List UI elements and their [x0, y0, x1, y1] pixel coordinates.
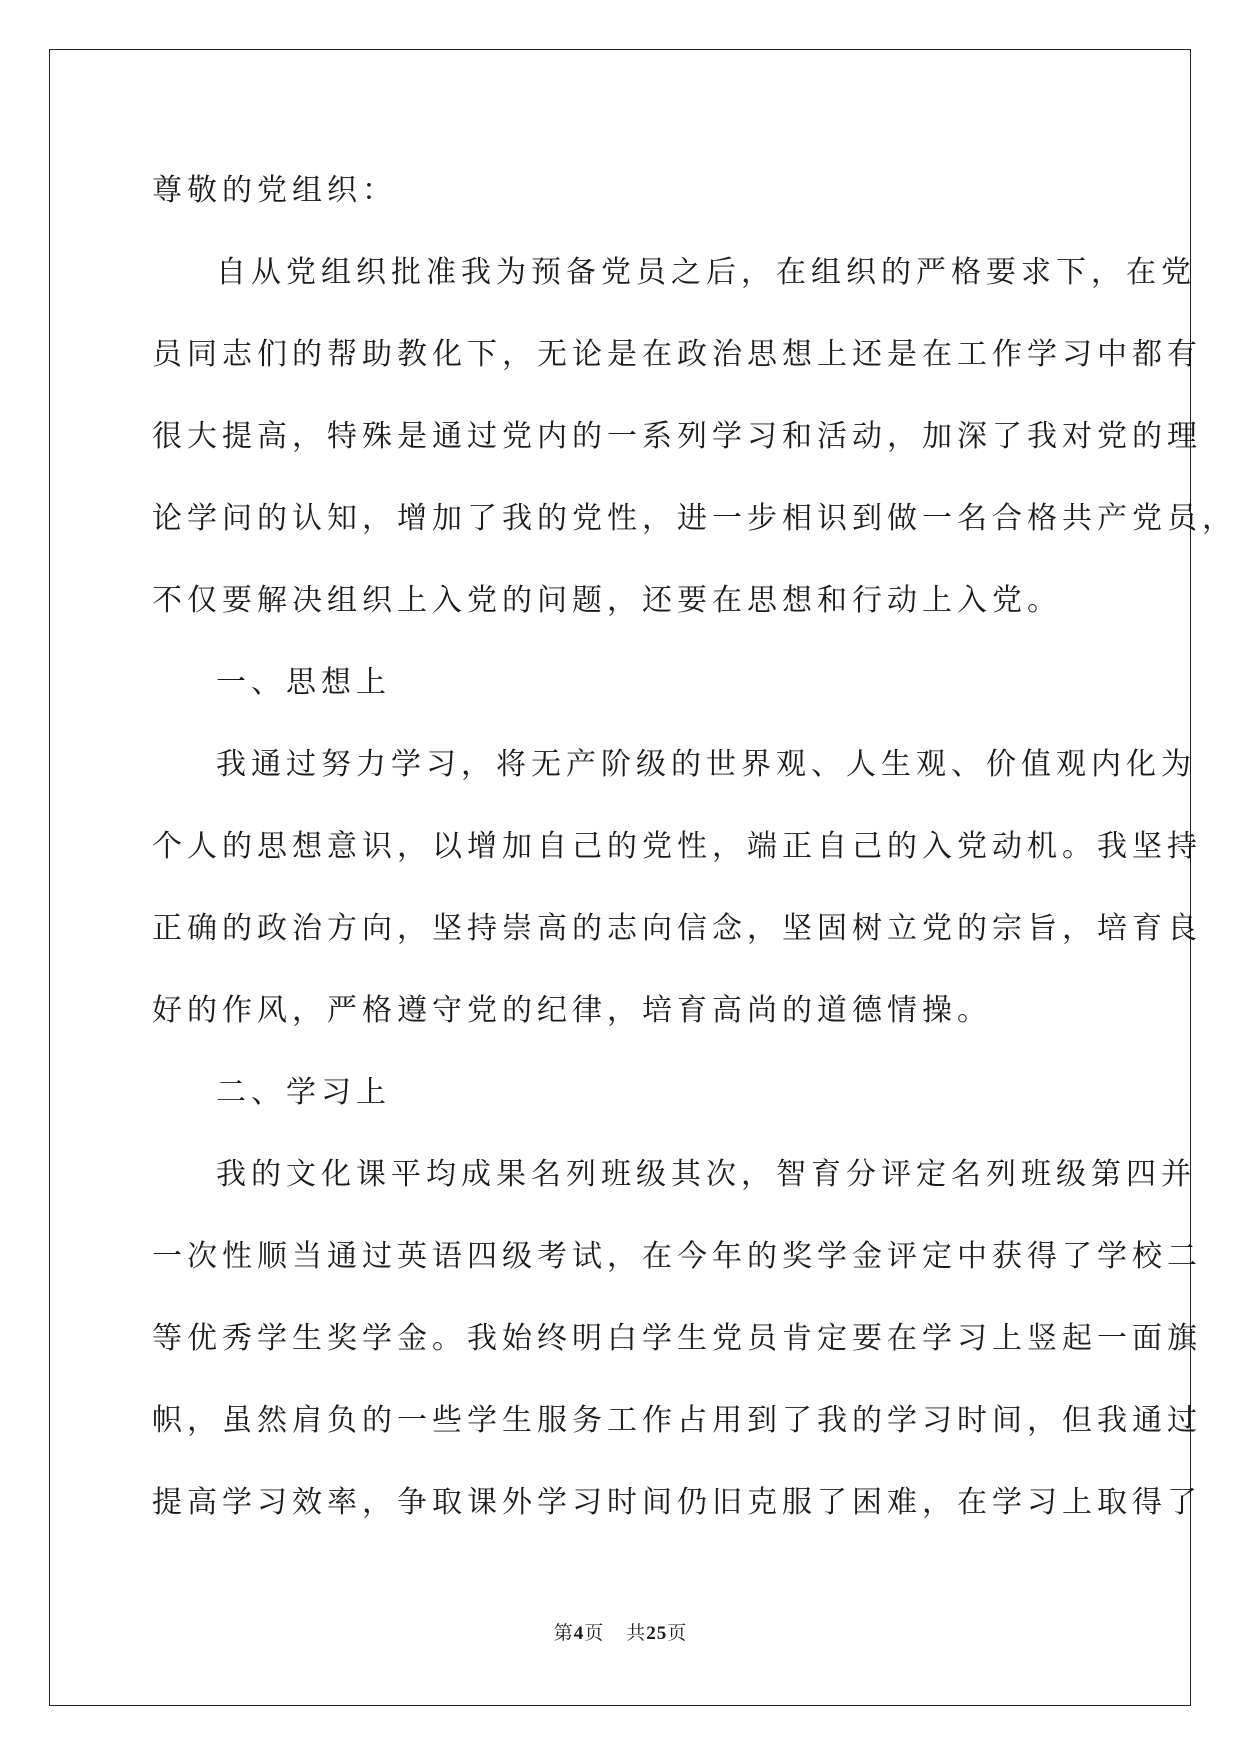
paragraph-line: 好的作风，严格遵守党的纪律，培育高尚的道德情操。 — [152, 993, 992, 1028]
paragraph-line: 个人的思想意识，以增加自己的党性，端正自己的入党动机。我坚持 — [152, 829, 1202, 864]
page-prefix: 第 — [553, 1622, 574, 1644]
paragraph-line: 自从党组织批准我为预备党员之后，在组织的严格要求下，在党 — [216, 255, 1196, 290]
page-suffix: 页 — [584, 1622, 605, 1644]
paragraph-line: 论学问的认知，增加了我的党性，进一步相识到做一名合格共产党员， — [152, 501, 1237, 536]
section-heading: 一、思想上 — [216, 665, 391, 700]
total-prefix: 共 — [626, 1622, 647, 1644]
paragraph-line: 很大提高，特殊是通过党内的一系列学习和活动，加深了我对党的理 — [152, 419, 1202, 454]
page-footer — [0, 1618, 1241, 1645]
paragraph-line: 员同志们的帮助教化下，无论是在政治思想上还是在工作学习中都有 — [152, 337, 1202, 372]
paragraph-line: 正确的政治方向，坚持崇高的志向信念，坚固树立党的宗旨，培育良 — [152, 911, 1202, 946]
section-heading: 二、学习上 — [216, 1075, 391, 1110]
paragraph-line: 不仅要解决组织上入党的问题，还要在思想和行动上入党。 — [152, 583, 1062, 618]
paragraph-line: 一次性顺当通过英语四级考试，在今年的奖学金评定中获得了学校二 — [152, 1239, 1202, 1274]
total-suffix: 页 — [667, 1622, 688, 1644]
total-pages: 25 — [646, 1623, 668, 1644]
document-body — [152, 150, 1237, 1544]
paragraph-line: 帜，虽然肩负的一些学生服务工作占用到了我的学习时间，但我通过 — [152, 1403, 1202, 1438]
paragraph-line: 等优秀学生奖学金。我始终明白学生党员肯定要在学习上竖起一面旗 — [152, 1321, 1202, 1356]
paragraph-line: 我的文化课平均成果名列班级其次，智育分评定名列班级第四并 — [216, 1157, 1196, 1192]
paragraph-line: 我通过努力学习，将无产阶级的世界观、人生观、价值观内化为 — [216, 747, 1196, 782]
paragraph-line: 提高学习效率，争取课外学习时间仍旧克服了困难，在学习上取得了 — [152, 1485, 1202, 1520]
page-number: 4 — [573, 1623, 585, 1644]
salutation: 尊敬的党组织： — [152, 173, 397, 208]
